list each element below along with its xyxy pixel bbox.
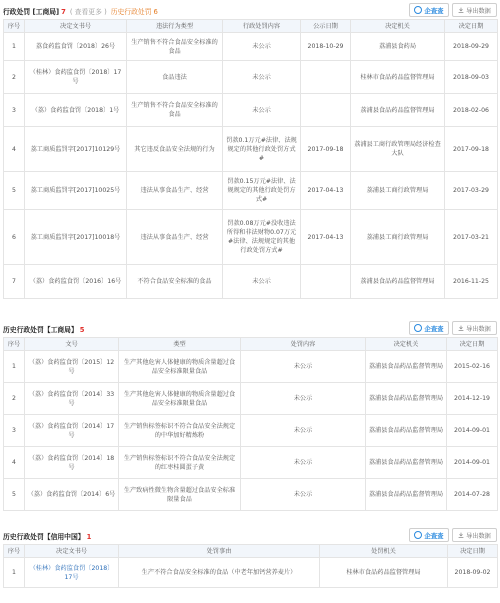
section-header (0, 319, 500, 337)
row-index: 1 (4, 33, 25, 61)
table-cell: 桂林市食品药品监督管理局 (351, 61, 445, 94)
section-title (3, 324, 85, 334)
table-cell: 2017-03-21 (445, 210, 498, 265)
export-button[interactable] (452, 3, 497, 17)
table-header-row (4, 545, 498, 558)
table-cell: 违法从事食品生产、经营 (127, 210, 223, 265)
qcc-label: 企查查 (424, 6, 444, 15)
table-row (4, 383, 498, 415)
column-header: 处罚内容 (241, 338, 366, 351)
table-cell: 荔工商质监罚字[2017]10025号 (25, 172, 127, 210)
table-cell: 荔工商质监罚字[2017]10018号 (25, 210, 127, 265)
table-cell: 荔工商质监罚字[2017]10129号 (25, 127, 127, 172)
table-cell: 2014-09-01 (447, 415, 498, 447)
qcc-label: 企查查 (424, 324, 444, 333)
row-index: 2 (4, 383, 25, 415)
table-cell: 其它违反食品安全法规的行为 (127, 127, 223, 172)
table-cell (301, 61, 351, 94)
table-cell: 荔浦县食品药品监督管理局 (351, 94, 445, 127)
table-cell: 食品违法 (127, 61, 223, 94)
table-cell: 罚款0.1万元#法律、法规规定的其他行政处罚方式# (223, 127, 301, 172)
column-header: 处罚事由 (119, 545, 320, 558)
column-header: 文号 (25, 338, 119, 351)
row-index: 2 (4, 61, 25, 94)
column-header: 决定机关 (351, 20, 445, 33)
table-cell: （荔）食药监食罚〔2014〕6号 (25, 479, 119, 511)
column-header: 决定日期 (448, 545, 498, 558)
table-cell: （荔）食药监食罚〔2014〕18号 (25, 447, 119, 479)
section-history-credit-china (0, 526, 500, 588)
table-cell: 荔浦县工商行政管理局 (351, 172, 445, 210)
qcc-logo-icon (414, 6, 422, 14)
table-cell: 未公示 (241, 351, 366, 383)
table-cell: 未公示 (223, 265, 301, 299)
table-cell: （荔）食药监食罚〔2016〕16号 (25, 265, 127, 299)
table-cell: 2018-10-29 (301, 33, 351, 61)
table-cell: 2017-09-18 (301, 127, 351, 172)
table-cell: 荔浦县食药局 (351, 33, 445, 61)
table-cell (301, 94, 351, 127)
table-cell: 2018-02-06 (445, 94, 498, 127)
table-cell: 荔浦县食品药品监督管理局 (366, 383, 447, 415)
table-cell: （荔）食药监食罚〔2014〕33号 (25, 383, 119, 415)
table-row (4, 265, 498, 299)
export-label: 导出数据 (466, 532, 491, 540)
table-cell: （荔）食药监食罚〔2014〕17号 (25, 415, 119, 447)
download-icon (458, 532, 464, 538)
table-cell: 2018-09-02 (448, 558, 498, 588)
table-cell: 2014-09-01 (447, 447, 498, 479)
export-button[interactable] (452, 321, 497, 335)
table-row (4, 33, 498, 61)
export-button[interactable] (452, 528, 497, 542)
table-cell: 荔浦县食品药品监督管理局 (366, 479, 447, 511)
row-index: 5 (4, 479, 25, 511)
table-row (4, 415, 498, 447)
table-cell: 荔食药监食罚〔2018〕26号 (25, 33, 127, 61)
qcc-label: 企查查 (424, 531, 444, 540)
row-index: 3 (4, 415, 25, 447)
table-cell: 荔浦县食品药品监督管理局 (351, 265, 445, 299)
section-header (0, 526, 500, 544)
section-title (3, 6, 158, 16)
qcc-logo-icon (414, 324, 422, 332)
export-label: 导出数据 (466, 7, 491, 15)
table-cell: 2017-04-13 (301, 210, 351, 265)
table-cell: （荔）食药监食罚〔2018〕1号 (25, 94, 127, 127)
table-row (4, 351, 498, 383)
column-header: 序号 (4, 545, 25, 558)
column-header: 行政处罚内容 (223, 20, 301, 33)
row-index: 3 (4, 94, 25, 127)
section-title-text: 历史行政处罚【信用中国】 (3, 533, 85, 541)
header-buttons (409, 3, 497, 17)
table-row (4, 94, 498, 127)
table-cell: 2016-11-25 (445, 265, 498, 299)
table-cell: 不符合食品安全标准的食品 (127, 265, 223, 299)
table-cell: 未公示 (241, 479, 366, 511)
table-header-row (4, 338, 498, 351)
table-cell: 未公示 (223, 94, 301, 127)
table-header-row (4, 20, 498, 33)
column-header: 决定机关 (366, 338, 447, 351)
column-header: 公示日期 (301, 20, 351, 33)
table-cell: 罚款0.08万元#没收违法所得和非法财物0.07万元#法律、法规规定的其他行政处罚方式# (223, 210, 301, 265)
qcc-button[interactable] (409, 528, 449, 542)
row-index: 1 (4, 558, 25, 588)
row-index: 7 (4, 265, 25, 299)
table-cell: 罚款0.15万元#法律、法规规定的其他行政处罚方式# (223, 172, 301, 210)
view-more-link[interactable]: ( 查看更多 ) (69, 8, 107, 16)
table-cell: 未公示 (241, 383, 366, 415)
table-cell: 2015-02-16 (447, 351, 498, 383)
column-header: 决定文书号 (25, 545, 119, 558)
section-admin-penalty (0, 1, 500, 299)
table-cell: 生产其他危害人体健康的物质含量超过食品安全标准限量食品 (119, 383, 241, 415)
count-badge: 7 (61, 8, 66, 16)
column-header: 决定文书号 (25, 20, 127, 33)
download-icon (458, 7, 464, 13)
table-cell: 桂林市食品药品监督管理局 (320, 558, 448, 588)
table-cell: 生产销售标签标识不符合食品安全法规定的中华加好精炼粉 (119, 415, 241, 447)
table-row (4, 61, 498, 94)
table-cell: 2017-03-29 (445, 172, 498, 210)
qcc-button[interactable] (409, 3, 449, 17)
table-cell: 生产其他危害人体健康的物质含量超过食品安全标准限量食品 (119, 351, 241, 383)
column-header: 序号 (4, 20, 25, 33)
column-header: 序号 (4, 338, 25, 351)
table-cell: 荔浦县食品药品监督管理局 (366, 415, 447, 447)
table-cell: 生产致病性微生物含量超过食品安全标准限量食品 (119, 479, 241, 511)
row-index: 4 (4, 447, 25, 479)
header-buttons (409, 321, 497, 335)
table-cell: 荔浦县工商行政管理局经济检查大队 (351, 127, 445, 172)
column-header: 处罚机关 (320, 545, 448, 558)
section-history-aic (0, 319, 500, 511)
download-icon (458, 325, 464, 331)
table-cell: 未公示 (241, 415, 366, 447)
table-row (4, 127, 498, 172)
table-row (4, 558, 498, 588)
row-index: 6 (4, 210, 25, 265)
section-title-text: 历史行政处罚【工商局】 (3, 326, 78, 334)
table-cell: 荔浦县食品药品监督管理局 (366, 447, 447, 479)
row-index: 4 (4, 127, 25, 172)
table-cell: 未公示 (223, 33, 301, 61)
column-header: 决定日期 (445, 20, 498, 33)
history-penalty-link[interactable] (111, 8, 158, 16)
column-header: 决定日期 (447, 338, 498, 351)
table-cell: （桂林）食药监食罚〔2018〕17号 (25, 61, 127, 94)
qcc-button[interactable] (409, 321, 449, 335)
table-cell: 2018-09-03 (445, 61, 498, 94)
table-row (4, 210, 498, 265)
table-cell: 生产销售标签标识不符合食品安全法规定的红枣桂圆蛋子黄 (119, 447, 241, 479)
table-row (4, 447, 498, 479)
table-cell: 2017-09-18 (445, 127, 498, 172)
section-header (0, 1, 500, 19)
history-penalty-table (3, 337, 498, 511)
table-cell: 2014-07-28 (447, 479, 498, 511)
table-cell: 生产销售不符合食品安全标准的食品 (127, 94, 223, 127)
table-cell: 2018-09-29 (445, 33, 498, 61)
column-header: 类型 (119, 338, 241, 351)
table-cell: 未公示 (241, 447, 366, 479)
credit-china-table (3, 544, 498, 588)
history-count[interactable]: 6 (153, 8, 158, 16)
export-label: 导出数据 (466, 325, 491, 333)
table-cell: 未公示 (223, 61, 301, 94)
table-row (4, 479, 498, 511)
row-index: 5 (4, 172, 25, 210)
table-cell: 2017-04-13 (301, 172, 351, 210)
section-title (3, 531, 91, 541)
penalty-table (3, 19, 498, 299)
section-title-text: 行政处罚 [工商局] (3, 8, 60, 16)
column-header: 违法行为类型 (127, 20, 223, 33)
table-cell: （荔）食药监食罚〔2015〕12号 (25, 351, 119, 383)
count-badge: 1 (86, 533, 92, 541)
history-label[interactable]: 历史行政处罚 (110, 8, 152, 16)
table-row (4, 172, 498, 210)
count-badge: 5 (79, 326, 85, 334)
table-cell: 生产不符合食品安全标准的食品（中老年加钙营养麦片） (119, 558, 320, 588)
table-cell: 荔浦县工商行政管理局 (351, 210, 445, 265)
table-cell: 2014-12-19 (447, 383, 498, 415)
table-cell[interactable]: （桂林）食药监食罚〔2018〕17号 (25, 558, 119, 588)
table-cell: 荔浦县食品药品监督管理局 (366, 351, 447, 383)
table-cell (301, 265, 351, 299)
table-cell: 生产销售不符合食品安全标准的食品 (127, 33, 223, 61)
row-index: 1 (4, 351, 25, 383)
header-buttons (409, 528, 497, 542)
table-cell: 违法从事食品生产、经营 (127, 172, 223, 210)
qcc-logo-icon (414, 531, 422, 539)
